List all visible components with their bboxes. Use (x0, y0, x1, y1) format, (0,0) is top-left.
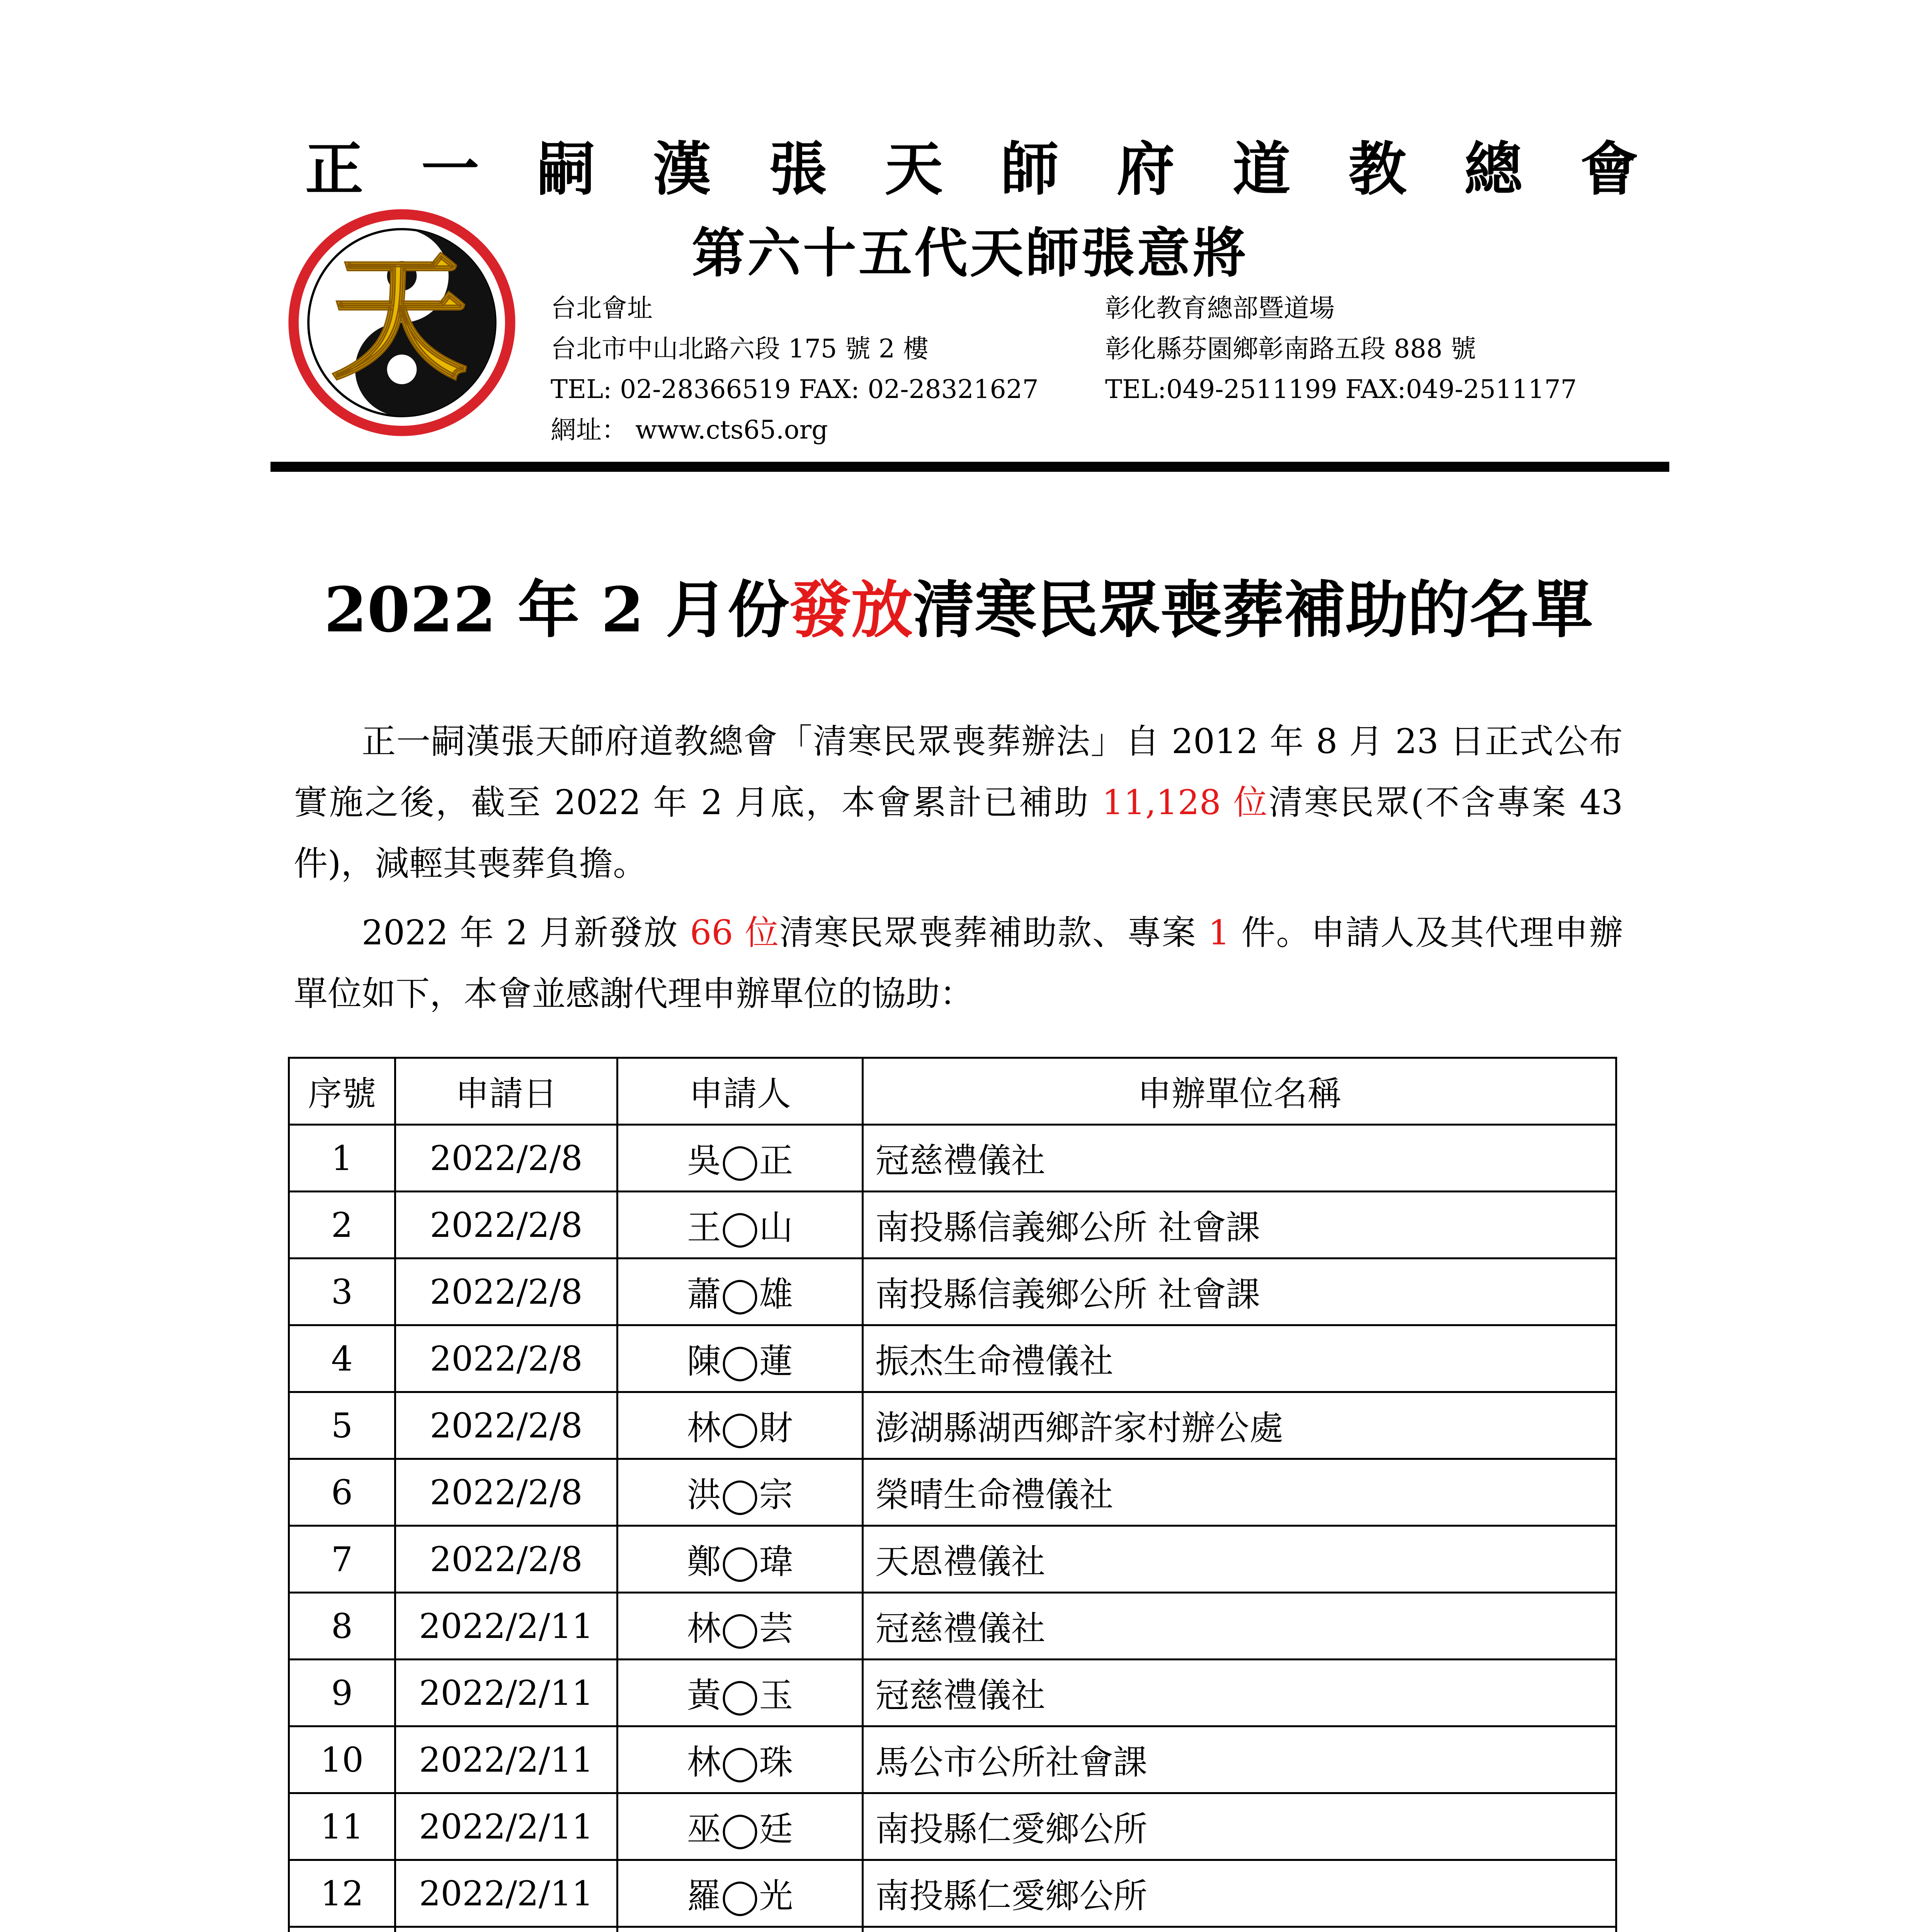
row-unit (863, 1927, 1616, 1932)
org-name-char: 府 (1116, 136, 1175, 203)
org-name-char: 師 (1000, 136, 1059, 203)
organization-name (305, 129, 1638, 203)
row-applicant: 蕭◯雄 (617, 1259, 863, 1325)
monthly-count: 66 位 (690, 913, 780, 952)
row-applicant (617, 1927, 863, 1932)
header-applicant: 申請人 (617, 1058, 863, 1125)
row-date: 2022/2/8 (395, 1192, 617, 1259)
row-unit: 南投縣信義鄉公所 社會課 (863, 1192, 1616, 1259)
intro-text-a: 正一嗣漢張天師府道教總會「清寒民眾喪葬辦法」自 2012 年 8 月 23 日正式公布實施之後，截至 2022 年 2 月底，本會累計已補助 (294, 721, 1623, 822)
org-name-char: 天 (885, 136, 943, 203)
table-row (289, 1927, 1616, 1932)
org-name-char: 正 (305, 136, 364, 203)
logo-character: 天 (331, 238, 468, 399)
monthly-paragraph (294, 902, 1623, 1024)
changhua-address: 彰化縣芬園鄉彰南路五段 888 號 (1105, 334, 1476, 364)
row-date: 2022/2/8 (395, 1392, 617, 1459)
row-date: 2022/2/8 (395, 1125, 617, 1192)
header-date: 申請日 (395, 1058, 617, 1125)
org-name-char: 道 (1232, 136, 1291, 203)
row-date: 2022/2/11 (395, 1860, 617, 1927)
row-serial: 4 (289, 1325, 395, 1392)
row-applicant: 鄭◯瑋 (617, 1526, 863, 1593)
website: 網址： www.cts65.org (551, 415, 828, 445)
row-date: 2022/2/8 (395, 1259, 617, 1325)
row-date: 2022/2/11 (395, 1660, 617, 1726)
case-count: 1 (1208, 913, 1230, 952)
row-unit: 榮晴生命禮儀社 (863, 1459, 1616, 1526)
taiji-logo (288, 209, 516, 437)
org-name-char: 一 (421, 136, 479, 203)
changhua-contact: TEL:049-2511199 FAX:049-2511177 (1105, 374, 1577, 404)
row-date: 2022/2/8 (395, 1526, 617, 1593)
row-serial: 11 (289, 1793, 395, 1860)
row-unit: 馬公市公所社會課 (863, 1726, 1616, 1793)
row-serial: 12 (289, 1860, 395, 1927)
row-unit: 南投縣仁愛鄉公所 (863, 1860, 1616, 1927)
table-row (289, 1459, 1616, 1526)
row-unit: 天恩禮儀社 (863, 1526, 1616, 1593)
changhua-label: 彰化教育總部暨道場 (1105, 293, 1335, 323)
monthly-text-b: 清寒民眾喪葬補助款、專案 (779, 913, 1208, 952)
row-applicant: 林◯財 (617, 1392, 863, 1459)
row-serial: 2 (289, 1192, 395, 1259)
taipei-address: 台北市中山北路六段 175 號 2 樓 (551, 334, 929, 364)
org-name-char: 總 (1464, 136, 1522, 203)
row-serial (289, 1927, 395, 1932)
row-applicant: 巫◯廷 (617, 1793, 863, 1860)
row-date (395, 1927, 617, 1932)
monthly-text-c: 件。申請人及其代理申辦單位如下，本會並感謝代理申辦單位的協助： (294, 913, 1623, 1014)
table-row (289, 1325, 1616, 1392)
row-date: 2022/2/8 (395, 1459, 617, 1526)
taipei-label: 台北會址 (551, 293, 653, 323)
org-name-char: 嗣 (537, 136, 595, 203)
row-unit: 澎湖縣湖西鄉許家村辦公處 (863, 1392, 1616, 1459)
table-header-row (289, 1058, 1616, 1125)
intro-paragraph (294, 711, 1623, 894)
intro-text-b: 清寒民眾(不含專案 43 件)，減輕其喪葬負擔。 (294, 782, 1623, 883)
row-date: 2022/2/11 (395, 1593, 617, 1660)
row-serial: 8 (289, 1593, 395, 1660)
row-applicant: 洪◯宗 (617, 1459, 863, 1526)
table-row (289, 1593, 1616, 1660)
row-unit: 振杰生命禮儀社 (863, 1325, 1616, 1392)
row-serial: 9 (289, 1660, 395, 1726)
row-date: 2022/2/8 (395, 1325, 617, 1392)
table-body (289, 1125, 1616, 1932)
row-date: 2022/2/11 (395, 1793, 617, 1860)
title-part-2: 清寒民眾喪葬補助的名單 (913, 573, 1593, 646)
row-serial: 3 (289, 1259, 395, 1325)
document-title (0, 560, 1917, 649)
table-row (289, 1726, 1616, 1793)
row-serial: 7 (289, 1526, 395, 1593)
table-row (289, 1259, 1616, 1325)
row-applicant: 林◯芸 (617, 1593, 863, 1660)
row-applicant: 羅◯光 (617, 1860, 863, 1927)
table-row (289, 1392, 1616, 1459)
org-name-char: 漢 (653, 136, 711, 203)
master-name: 第六十五代天師張意將 (692, 222, 1249, 284)
table-row (289, 1660, 1616, 1726)
row-serial: 6 (289, 1459, 395, 1526)
cumulative-count: 11,128 位 (1102, 782, 1269, 822)
table-row (289, 1860, 1616, 1927)
row-unit: 冠慈禮儀社 (863, 1125, 1616, 1192)
row-applicant: 陳◯蓮 (617, 1325, 863, 1392)
row-applicant: 林◯珠 (617, 1726, 863, 1793)
org-name-char: 教 (1348, 136, 1407, 203)
row-applicant: 王◯山 (617, 1192, 863, 1259)
title-part-1: 2022 年 2 月份 (324, 573, 789, 646)
recipient-table (288, 1057, 1617, 1932)
title-highlight: 發放 (789, 573, 913, 646)
org-name-char: 張 (769, 136, 827, 203)
table-row (289, 1192, 1616, 1259)
table-row (289, 1793, 1616, 1860)
header-unit: 申辦單位名稱 (863, 1058, 1616, 1125)
row-applicant: 吳◯正 (617, 1125, 863, 1192)
row-unit: 南投縣仁愛鄉公所 (863, 1793, 1616, 1860)
header-serial: 序號 (289, 1058, 395, 1125)
row-unit: 南投縣信義鄉公所 社會課 (863, 1259, 1616, 1325)
row-unit: 冠慈禮儀社 (863, 1593, 1616, 1660)
row-serial: 1 (289, 1125, 395, 1192)
row-unit: 冠慈禮儀社 (863, 1660, 1616, 1726)
table-row (289, 1125, 1616, 1192)
letterhead-divider (270, 462, 1669, 472)
org-name-char: 會 (1580, 136, 1638, 203)
row-applicant: 黃◯玉 (617, 1660, 863, 1726)
taipei-contact: TEL: 02-28366519 FAX: 02-28321627 (551, 374, 1039, 404)
monthly-text-a: 2022 年 2 月新發放 (362, 913, 690, 952)
row-date: 2022/2/11 (395, 1726, 617, 1793)
row-serial: 10 (289, 1726, 395, 1793)
table-row (289, 1526, 1616, 1593)
row-serial: 5 (289, 1392, 395, 1459)
